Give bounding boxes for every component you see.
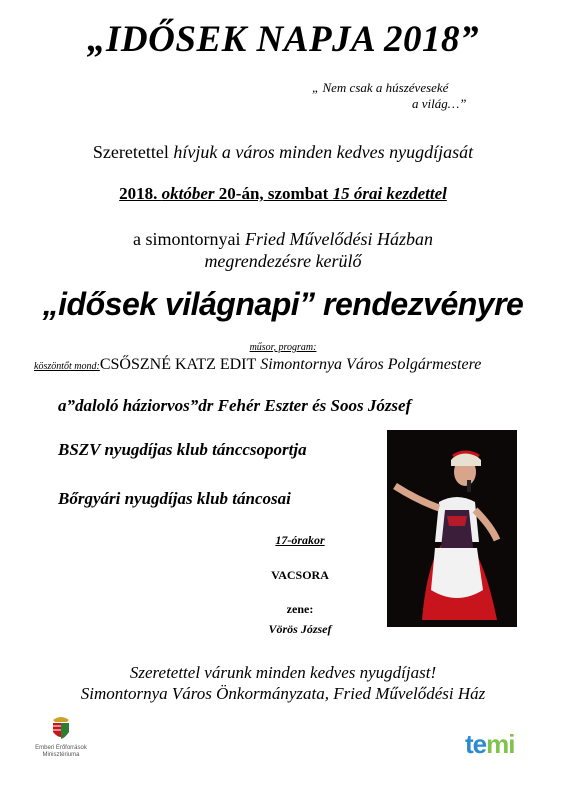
act-1: a”daloló háziorvos”dr Fehér Eszter és Soos József [58, 396, 412, 415]
closing-line-2: Simontornya Város Önkormányzata, Fried Művelődési Ház [80, 684, 486, 703]
temi-mi: mi [486, 729, 515, 759]
musician-name: Vörös József [268, 622, 332, 636]
ministry-logo [28, 712, 94, 759]
date-day: 20-án, szombat [214, 184, 333, 203]
venue-prefix: a simontornyai [133, 229, 245, 249]
closing-text [0, 662, 566, 704]
act-2: BSZV nyugdíjas klub tánccsoportja [58, 440, 307, 459]
temi-logo [465, 729, 535, 759]
venue-name: Fried Művelődési Házban [245, 229, 433, 249]
date-month: október [161, 184, 215, 203]
schedule-dinner: VACSORA [271, 568, 329, 582]
motto-line-1: „ Nem csak a húszéveseké [312, 80, 449, 95]
venue [0, 228, 566, 272]
singer-photo [387, 430, 517, 627]
greeting-name: CSŐSZNÉ KATZ EDIT [99, 356, 257, 373]
event-name: „idősek világnapi” rendezvényre [42, 286, 524, 322]
closing-exclamation: ! [430, 663, 437, 682]
ministry-name: Emberi Erőforrások Minisztériuma [35, 745, 87, 758]
invitation-line [0, 142, 566, 163]
music-label: zene: [286, 602, 314, 616]
date-hour: 15 órai kezdettel [332, 184, 447, 203]
date-year: 2018. [119, 184, 162, 203]
greeting-line [34, 356, 481, 374]
page-title: „IDŐSEK NAPJA 2018” [87, 19, 479, 60]
greeting-title: Simontornya Város Polgármestere [256, 356, 482, 373]
temi-te: te [465, 729, 487, 759]
closing-line-1: Szeretettel várunk minden kedves nyugdíjast [129, 663, 431, 682]
program-label: műsor, program: [249, 342, 317, 353]
schedule-time: 17-órakor [275, 533, 325, 547]
invitation-text: hívjuk a város minden kedves nyugdíjasát [173, 142, 474, 162]
motto [312, 80, 467, 112]
invitation-prefix: Szeretettel [92, 142, 174, 162]
act-3: Bőrgyári nyugdíjas klub táncosai [58, 489, 291, 508]
venue-line-2: megrendezésre kerülő [204, 251, 362, 271]
greeting-label: köszöntőt mond: [34, 361, 100, 372]
motto-line-2: a világ…” [412, 96, 467, 111]
hungarian-coat-of-arms-icon [49, 712, 73, 742]
singer-illustration [387, 430, 517, 627]
event-date [0, 184, 566, 204]
temi-wordmark [465, 729, 535, 759]
